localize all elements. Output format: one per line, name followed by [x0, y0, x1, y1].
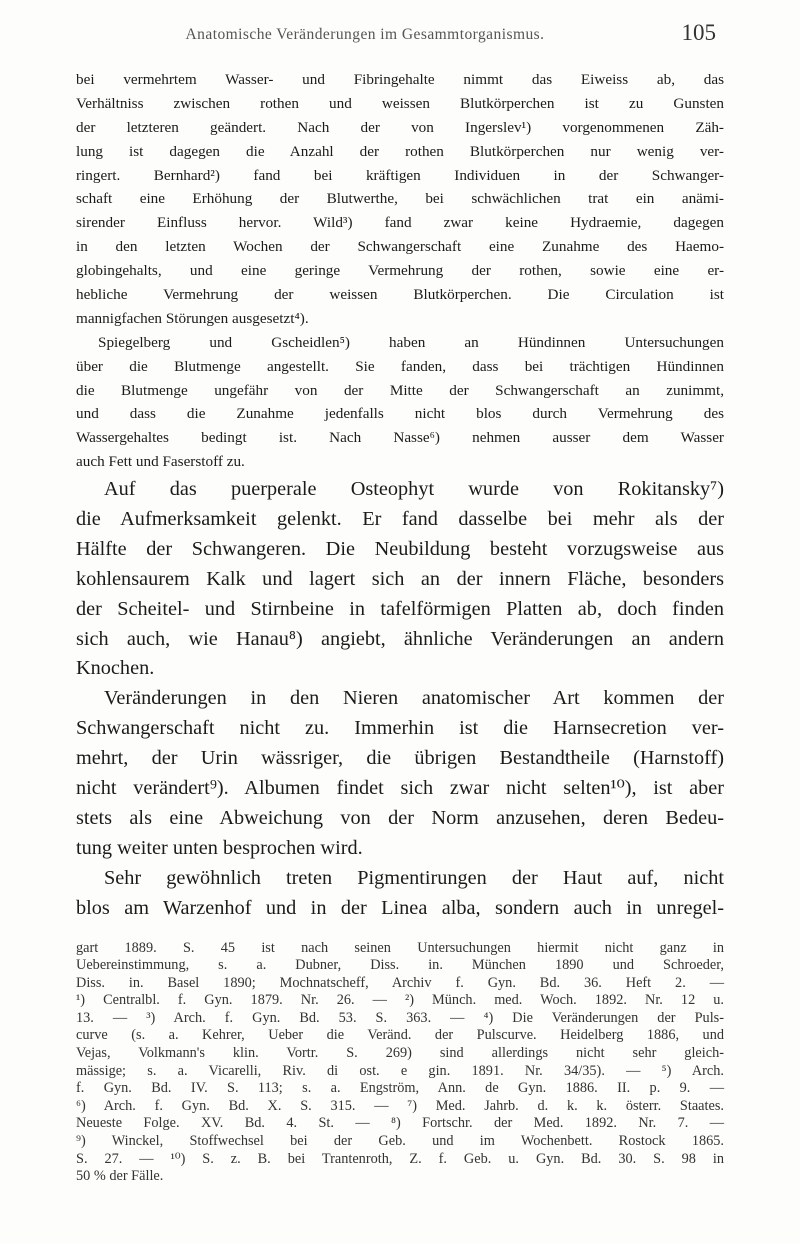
footnote-line: mässige; s. a. Vicarelli, Riv. di ost. e gin. 1891. Nr. 34/35). — ⁵) Arch.	[76, 1062, 724, 1079]
text-line: Spiegelberg und Gscheidlen⁵) haben an Hündinnen Untersuchungen	[98, 333, 724, 351]
text-line: mannigfachen Störungen ausgesetzt⁴).	[76, 309, 309, 327]
text-line: kohlensaurem Kalk und lagert sich an der innern Fläche, besonders	[76, 567, 724, 590]
text-line: Verhältniss zwischen rothen und weissen Blutkörperchen ist zu Gunsten	[76, 94, 724, 112]
text-line: tung weiter unten besprochen wird.	[76, 836, 363, 859]
text-line: in den letzten Wochen der Schwangerschaft eine Zunahme des Haemo-	[76, 238, 724, 256]
text-line: Schwangerschaft nicht zu. Immerhin ist die Harnsecretion ver-	[76, 717, 724, 740]
footnote-line: curve (s. a. Kehrer, Ueber die Veränd. der Pulscurve. Heidelberg 1886, und	[76, 1027, 724, 1044]
page-number: 105	[681, 20, 716, 45]
text-line: Sehr gewöhnlich treten Pigmentirungen der Haut auf, nicht	[104, 866, 724, 889]
text-line: über die Blutmenge angestellt. Sie fanden, dass bei trächtigen Hündinnen	[76, 357, 724, 375]
text-line: die Aufmerksamkeit gelenkt. Er fand dasselbe bei mehr als der	[76, 508, 724, 531]
text-line: Wassergehaltes bedingt ist. Nach Nasse⁶) nehmen ausser dem Wasser	[76, 429, 724, 447]
text-line: hebliche Vermehrung der weissen Blutkörperchen. Die Circulation ist	[76, 286, 724, 304]
text-line: lung ist dagegen die Anzahl der rothen Blutkörperchen nur wenig ver-	[76, 142, 724, 160]
footnote-line: 50 % der Fälle.	[76, 1168, 164, 1185]
text-line: nicht verändert⁹). Albumen findet sich zwar nicht selten¹⁰), ist aber	[76, 777, 724, 800]
footnote-line: ⁹) Winckel, Stoffwechsel bei der Geb. und im Wochenbett. Rostock 1865.	[76, 1133, 724, 1150]
text-line: bei vermehrtem Wasser- und Fibringehalte nimmt das Eiweiss ab, das	[76, 71, 724, 88]
running-title: Anatomische Veränderungen im Gesammtorganismus.	[185, 26, 545, 43]
text-line: Knochen.	[76, 657, 155, 680]
text-line: sich auch, wie Hanau⁸) angiebt, ähnliche Veränderungen an andern	[76, 627, 724, 650]
text-line: ringert. Bernhard²) fand bei kräftigen Individuen in der Schwanger-	[76, 166, 724, 184]
footnote-line: S. 27. — ¹⁰) S. z. B. bei Trantenroth, Z. f. Geb. u. Gyn. Bd. 30. S. 98 in	[76, 1150, 724, 1167]
footnote-line: Diss. in. Basel 1890; Mochnatscheff, Archiv f. Gyn. Bd. 36. Heft 2. —	[76, 974, 724, 991]
text-line: die Blutmenge ungefähr von der Mitte der Schwangerschaft an zunimmt,	[76, 381, 724, 399]
footnote-line: 13. — ³) Arch. f. Gyn. Bd. 53. S. 363. — ⁴) Die Veränderungen der Puls-	[76, 1009, 724, 1026]
text-line: sirender Einfluss hervor. Wild³) fand zwar keine Hydraemie, dagegen	[76, 214, 724, 232]
paragraph-osteophyte	[76, 475, 724, 923]
text-line: Hälfte der Schwangeren. Die Neubildung besteht vorzugsweise aus	[76, 537, 724, 560]
footnote-line: f. Gyn. Bd. IV. S. 113; s. a. Engström, Ann. de Gyn. 1886. II. p. 9. —	[76, 1080, 724, 1097]
page-header	[84, 22, 716, 48]
paragraph-blood	[76, 68, 724, 474]
text-line: mehrt, der Urin wässriger, die übrigen Bestandtheile (Harnstoff)	[76, 747, 724, 770]
page-body	[76, 68, 724, 1186]
text-line: auch Fett und Faserstoff zu.	[76, 453, 245, 471]
footnote-line: Vejas, Volkmann's klin. Vortr. S. 269) sind allerdings nicht sehr gleich-	[76, 1045, 724, 1062]
text-line: globingehalts, und eine geringe Vermehrung der rothen, sowie eine er-	[76, 262, 724, 280]
text-line: stets als eine Abweichung von der Norm anzusehen, deren Bedeu-	[76, 806, 724, 829]
footnote-line: ¹) Centralbl. f. Gyn. 1879. Nr. 26. — ²) Münch. med. Woch. 1892. Nr. 12 u.	[76, 992, 724, 1009]
text-line: und dass die Zunahme jedenfalls nicht blos durch Vermehrung des	[76, 405, 724, 423]
footnotes	[76, 940, 724, 1186]
text-line: Auf das puerperale Osteophyt wurde von Rokitansky⁷)	[104, 478, 724, 501]
footnote-line: Uebereinstimmung, s. a. Dubner, Diss. in. München 1890 und Schroeder,	[76, 957, 724, 974]
text-line: der letzteren geändert. Nach der von Ingerslev¹) vorgenommenen Zäh-	[76, 118, 724, 136]
footnote-line: ⁶) Arch. f. Gyn. Bd. X. S. 315. — ⁷) Med. Jahrb. d. k. k. österr. Staates.	[76, 1097, 724, 1114]
text-line: blos am Warzenhof und in der Linea alba, sondern auch in unregel-	[76, 896, 724, 919]
text-line: Veränderungen in den Nieren anatomischer Art kommen der	[104, 687, 724, 710]
footnote-line: Neueste Folge. XV. Bd. 4. St. — ⁸) Fortschr. der Med. 1892. Nr. 7. —	[76, 1115, 724, 1132]
text-line: schaft eine Erhöhung der Blutwerthe, bei schwächlichen trat ein anämi-	[76, 190, 724, 208]
footnote-line: gart 1889. S. 45 ist nach seinen Untersuchungen hiermit nicht ganz in	[76, 939, 724, 956]
text-line: der Scheitel- und Stirnbeine in tafelförmigen Platten ab, doch finden	[76, 597, 724, 620]
